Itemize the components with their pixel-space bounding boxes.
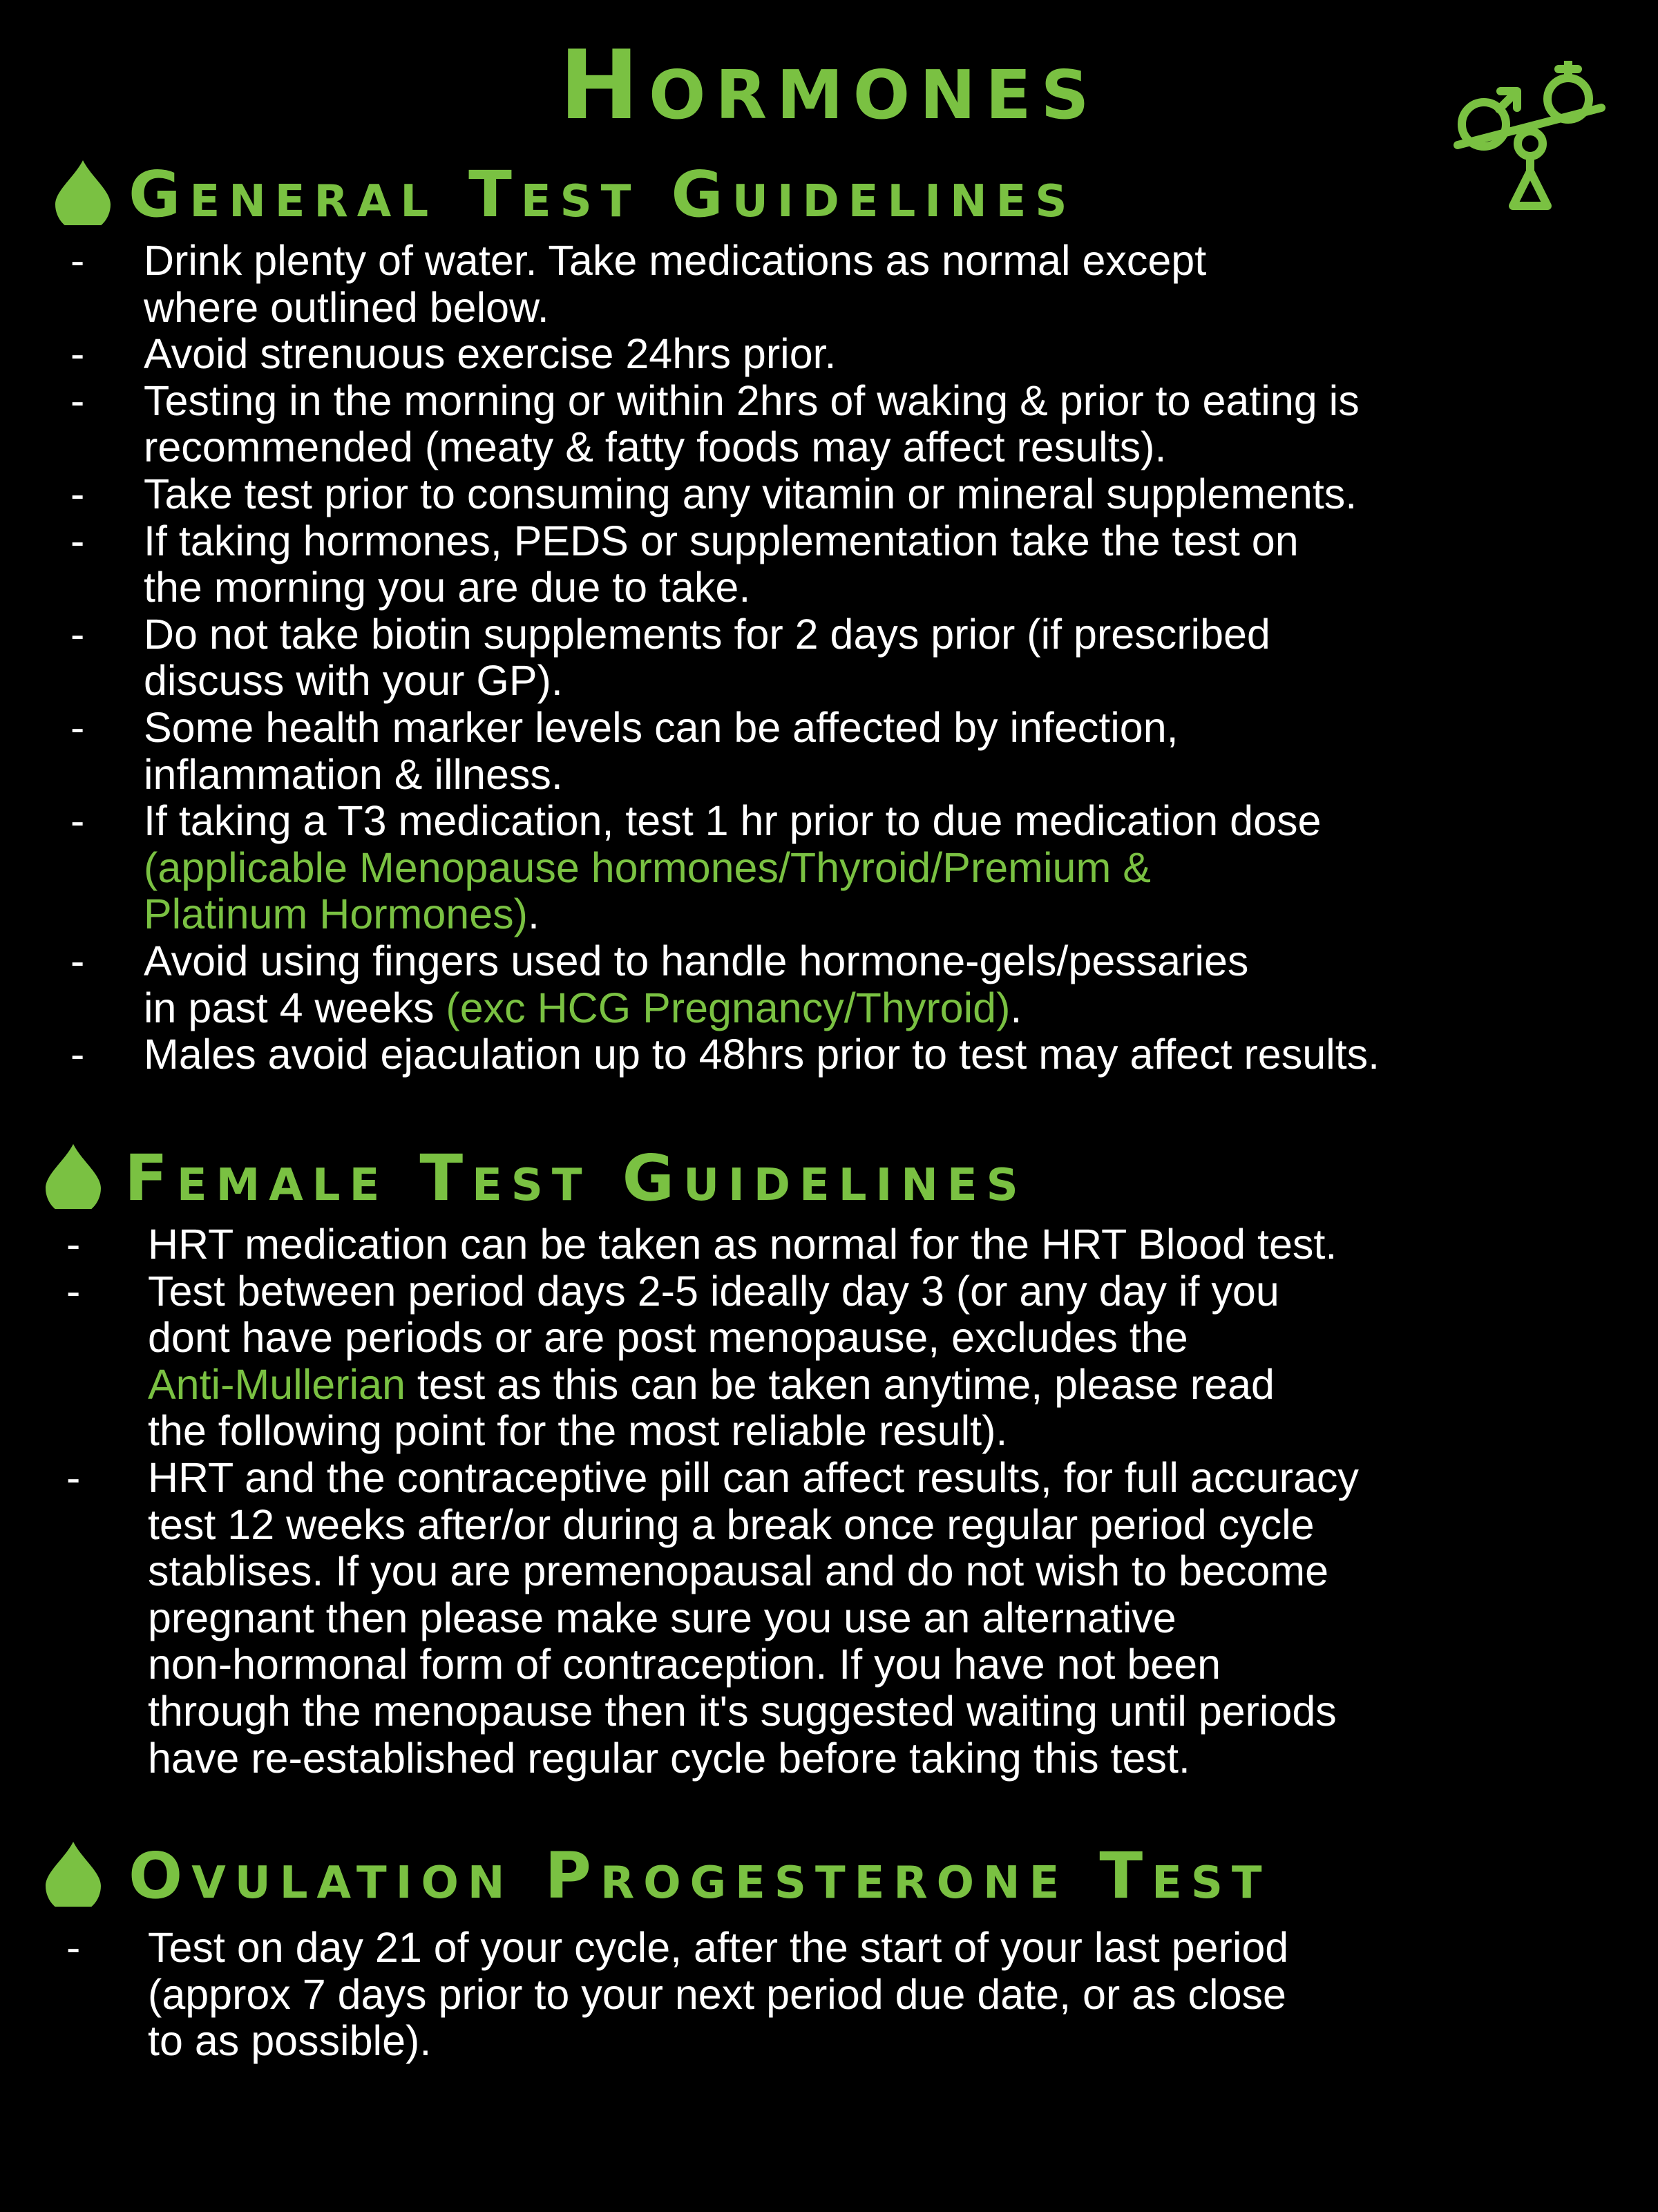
list-item bbox=[0, 518, 1658, 611]
item-text: If taking hormones, PEDS or supplementation take the test on the morning you are due to take. bbox=[144, 517, 1299, 611]
item-text: Do not take biotin supplements for 2 days prior (if prescribed discuss with your GP). bbox=[144, 610, 1270, 705]
list-item bbox=[0, 471, 1658, 518]
section-header bbox=[0, 156, 1658, 232]
list-item bbox=[0, 705, 1658, 798]
list-dash: - bbox=[70, 330, 85, 378]
list-dash: - bbox=[70, 376, 85, 424]
item-text-end: . bbox=[527, 890, 540, 938]
list-item bbox=[0, 1455, 1658, 1782]
item-text: HRT medication can be taken as normal for the HRT Blood test. bbox=[148, 1221, 1337, 1268]
page-title: Hormones bbox=[559, 30, 1099, 141]
list-dash: - bbox=[70, 797, 85, 845]
list-item bbox=[0, 1031, 1658, 1078]
water-drop-icon bbox=[48, 156, 117, 225]
item-text-end: . bbox=[1010, 984, 1022, 1031]
item-text-main: If taking a T3 medication, test 1 hr prior to due medication dose bbox=[144, 797, 1322, 845]
list-item bbox=[0, 1925, 1658, 2065]
water-drop-icon bbox=[39, 1140, 108, 1209]
list-item bbox=[0, 798, 1658, 938]
list-item bbox=[0, 938, 1658, 1031]
list-item bbox=[0, 1268, 1658, 1455]
highlighted-note: (applicable Menopause hormones/Thyroid/Premium & Platinum Hormones) bbox=[144, 843, 1151, 938]
section-header bbox=[0, 1838, 1658, 1914]
list-dash: - bbox=[70, 470, 85, 517]
list-dash: - bbox=[70, 703, 85, 751]
item-text: Test on day 21 of your cycle, after the start of your last period (approx 7 days prior to your next period due date, or as close to as possible). bbox=[148, 1924, 1289, 2065]
item-text: Avoid strenuous exercise 24hrs prior. bbox=[144, 330, 837, 378]
highlighted-note: Anti-Mullerian bbox=[148, 1360, 406, 1408]
item-text: HRT and the contraceptive pill can affect results, for full accuracy test 12 weeks after/or during a break once regular period cycle stablises. If you are premenopausal and do not wish to become pregnant then please make sure you use an alternative non-hormonal form of contraception. If you have not been through the menopause then it's suggested waiting until periods have re-established regular cycle before taking this test. bbox=[148, 1453, 1359, 1782]
section-title: Ovulation Progesterone Test bbox=[128, 1839, 1271, 1913]
list-dash: - bbox=[66, 1221, 81, 1268]
list-item bbox=[0, 611, 1658, 705]
list-item bbox=[0, 1221, 1658, 1268]
general-guidelines-list bbox=[0, 238, 1658, 1078]
item-text-end: test as this can be taken anytime, please read the following point for the most reliable result). bbox=[148, 1360, 1275, 1455]
list-item bbox=[0, 238, 1658, 331]
item-text bbox=[144, 798, 1658, 938]
item-text-main: Test between period days 2-5 ideally day 3 (or any day if you dont have periods or are post menopause, excludes the bbox=[148, 1267, 1279, 1362]
item-text bbox=[144, 938, 1658, 1031]
item-text bbox=[148, 1268, 1658, 1455]
highlighted-note: (exc HCG Pregnancy/Thyroid) bbox=[446, 984, 1011, 1031]
section-title: Female Test Guidelines bbox=[124, 1141, 1027, 1215]
list-dash: - bbox=[70, 1031, 85, 1078]
item-text: Testing in the morning or within 2hrs of waking & prior to eating is recommended (meaty & fatty foods may affect results). bbox=[144, 376, 1360, 471]
ovulation-list bbox=[0, 1925, 1658, 2065]
water-drop-icon bbox=[39, 1838, 108, 1907]
list-dash: - bbox=[70, 937, 85, 984]
list-dash: - bbox=[70, 610, 85, 658]
section-header bbox=[0, 1140, 1658, 1216]
list-item bbox=[0, 331, 1658, 378]
female-guidelines-list bbox=[0, 1221, 1658, 1782]
item-text: Drink plenty of water. Take medications as normal except where outlined below. bbox=[144, 237, 1207, 331]
item-text: Males avoid ejaculation up to 48hrs prior to test may affect results. bbox=[144, 1031, 1380, 1078]
list-dash: - bbox=[70, 517, 85, 564]
list-dash: - bbox=[70, 237, 85, 284]
list-dash: - bbox=[66, 1267, 81, 1315]
list-item bbox=[0, 378, 1658, 471]
item-text: Some health marker levels can be affected by infection, inflammation & illness. bbox=[144, 703, 1179, 798]
item-text: Take test prior to consuming any vitamin or mineral supplements. bbox=[144, 470, 1357, 517]
item-text-main: Avoid using fingers used to handle hormone-gels/pessaries in past 4 weeks bbox=[144, 937, 1249, 1031]
section-title: General Test Guidelines bbox=[128, 158, 1076, 231]
list-dash: - bbox=[66, 1453, 81, 1501]
list-dash: - bbox=[66, 1924, 81, 1971]
